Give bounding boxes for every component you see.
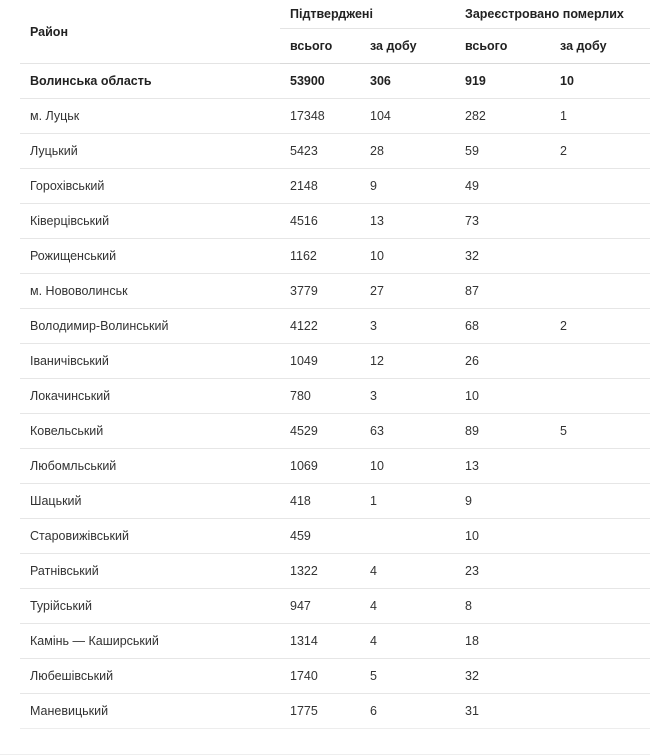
region-name: м. Нововолинськ bbox=[20, 274, 280, 309]
confirmed-per-day: 10 bbox=[360, 239, 455, 274]
confirmed-per-day: 27 bbox=[360, 274, 455, 309]
table-row bbox=[20, 484, 650, 519]
header-confirmed-total: всього bbox=[280, 29, 360, 64]
region-name: м. Луцьк bbox=[20, 99, 280, 134]
deaths-per-day bbox=[550, 204, 650, 239]
region-name: Камінь — Каширський bbox=[20, 624, 280, 659]
deaths-per-day bbox=[550, 239, 650, 274]
confirmed-per-day: 104 bbox=[360, 99, 455, 134]
confirmed-per-day: 3 bbox=[360, 309, 455, 344]
deaths-total: 8 bbox=[455, 589, 550, 624]
deaths-total: 919 bbox=[455, 64, 550, 99]
deaths-per-day: 1 bbox=[550, 99, 650, 134]
deaths-total: 26 bbox=[455, 344, 550, 379]
confirmed-per-day: 5 bbox=[360, 659, 455, 694]
header-confirmed: Підтверджені bbox=[280, 0, 455, 29]
deaths-per-day: 2 bbox=[550, 134, 650, 169]
confirmed-total: 1740 bbox=[280, 659, 360, 694]
deaths-total: 73 bbox=[455, 204, 550, 239]
deaths-total: 10 bbox=[455, 379, 550, 414]
table-header bbox=[20, 0, 650, 64]
deaths-per-day bbox=[550, 484, 650, 519]
confirmed-per-day: 6 bbox=[360, 694, 455, 729]
deaths-total: 18 bbox=[455, 624, 550, 659]
deaths-per-day bbox=[550, 519, 650, 554]
region-name: Волинська область bbox=[20, 64, 280, 99]
confirmed-per-day: 10 bbox=[360, 449, 455, 484]
region-name: Горохівський bbox=[20, 169, 280, 204]
deaths-per-day: 10 bbox=[550, 64, 650, 99]
deaths-total: 9 bbox=[455, 484, 550, 519]
confirmed-per-day: 9 bbox=[360, 169, 455, 204]
deaths-per-day bbox=[550, 589, 650, 624]
deaths-per-day bbox=[550, 659, 650, 694]
deaths-per-day bbox=[550, 379, 650, 414]
deaths-total: 32 bbox=[455, 659, 550, 694]
region-name: Любешівський bbox=[20, 659, 280, 694]
bottom-fade bbox=[0, 720, 650, 755]
table-row bbox=[20, 589, 650, 624]
header-confirmed-per-day: за добу bbox=[360, 29, 455, 64]
deaths-per-day bbox=[550, 624, 650, 659]
table-row bbox=[20, 624, 650, 659]
table-row bbox=[20, 519, 650, 554]
region-name: Локачинський bbox=[20, 379, 280, 414]
confirmed-per-day: 4 bbox=[360, 554, 455, 589]
region-name: Турійський bbox=[20, 589, 280, 624]
confirmed-per-day: 63 bbox=[360, 414, 455, 449]
confirmed-total: 1049 bbox=[280, 344, 360, 379]
confirmed-per-day: 12 bbox=[360, 344, 455, 379]
confirmed-total: 459 bbox=[280, 519, 360, 554]
deaths-total: 282 bbox=[455, 99, 550, 134]
deaths-per-day bbox=[550, 274, 650, 309]
confirmed-total: 5423 bbox=[280, 134, 360, 169]
table-row bbox=[20, 134, 650, 169]
confirmed-total: 17348 bbox=[280, 99, 360, 134]
region-name: Маневицький bbox=[20, 694, 280, 729]
deaths-per-day: 5 bbox=[550, 414, 650, 449]
confirmed-total: 1314 bbox=[280, 624, 360, 659]
confirmed-total: 4516 bbox=[280, 204, 360, 239]
table-row bbox=[20, 99, 650, 134]
region-name: Старовижівський bbox=[20, 519, 280, 554]
covid-table-container bbox=[20, 0, 650, 729]
table-row bbox=[20, 239, 650, 274]
confirmed-total: 780 bbox=[280, 379, 360, 414]
confirmed-total: 1775 bbox=[280, 694, 360, 729]
header-region: Район bbox=[20, 0, 280, 64]
table-row bbox=[20, 449, 650, 484]
deaths-total: 10 bbox=[455, 519, 550, 554]
table-row bbox=[20, 379, 650, 414]
deaths-total: 87 bbox=[455, 274, 550, 309]
confirmed-per-day: 13 bbox=[360, 204, 455, 239]
region-name: Шацький bbox=[20, 484, 280, 519]
region-name: Ківерцівський bbox=[20, 204, 280, 239]
confirmed-per-day: 306 bbox=[360, 64, 455, 99]
deaths-total: 31 bbox=[455, 694, 550, 729]
confirmed-total: 1322 bbox=[280, 554, 360, 589]
deaths-total: 59 bbox=[455, 134, 550, 169]
table-row bbox=[20, 414, 650, 449]
table-row bbox=[20, 659, 650, 694]
confirmed-total: 418 bbox=[280, 484, 360, 519]
confirmed-per-day bbox=[360, 519, 455, 554]
region-name: Луцький bbox=[20, 134, 280, 169]
table-row bbox=[20, 169, 650, 204]
confirmed-total: 4122 bbox=[280, 309, 360, 344]
deaths-total: 13 bbox=[455, 449, 550, 484]
header-deaths-per-day: за добу bbox=[550, 29, 650, 64]
deaths-total: 32 bbox=[455, 239, 550, 274]
confirmed-total: 2148 bbox=[280, 169, 360, 204]
region-name: Ковельський bbox=[20, 414, 280, 449]
confirmed-total: 53900 bbox=[280, 64, 360, 99]
region-name: Любомльський bbox=[20, 449, 280, 484]
region-name: Іваничівський bbox=[20, 344, 280, 379]
deaths-total: 89 bbox=[455, 414, 550, 449]
confirmed-total: 4529 bbox=[280, 414, 360, 449]
confirmed-per-day: 3 bbox=[360, 379, 455, 414]
confirmed-total: 947 bbox=[280, 589, 360, 624]
table-body bbox=[20, 64, 650, 729]
deaths-total: 23 bbox=[455, 554, 550, 589]
deaths-per-day bbox=[550, 344, 650, 379]
table-row bbox=[20, 274, 650, 309]
deaths-total: 68 bbox=[455, 309, 550, 344]
deaths-per-day bbox=[550, 449, 650, 484]
confirmed-per-day: 4 bbox=[360, 589, 455, 624]
header-deaths-total: всього bbox=[455, 29, 550, 64]
table-row-total bbox=[20, 64, 650, 99]
confirmed-total: 3779 bbox=[280, 274, 360, 309]
header-deaths: Зареєстровано померлих bbox=[455, 0, 650, 29]
covid-stats-table bbox=[20, 0, 650, 729]
deaths-per-day: 2 bbox=[550, 309, 650, 344]
deaths-total: 49 bbox=[455, 169, 550, 204]
confirmed-total: 1069 bbox=[280, 449, 360, 484]
table-row bbox=[20, 344, 650, 379]
region-name: Рожищенський bbox=[20, 239, 280, 274]
deaths-per-day bbox=[550, 554, 650, 589]
deaths-per-day bbox=[550, 169, 650, 204]
table-row bbox=[20, 554, 650, 589]
confirmed-total: 1162 bbox=[280, 239, 360, 274]
confirmed-per-day: 1 bbox=[360, 484, 455, 519]
confirmed-per-day: 4 bbox=[360, 624, 455, 659]
region-name: Володимир-Волинський bbox=[20, 309, 280, 344]
confirmed-per-day: 28 bbox=[360, 134, 455, 169]
table-row bbox=[20, 309, 650, 344]
region-name: Ратнівський bbox=[20, 554, 280, 589]
table-row bbox=[20, 204, 650, 239]
